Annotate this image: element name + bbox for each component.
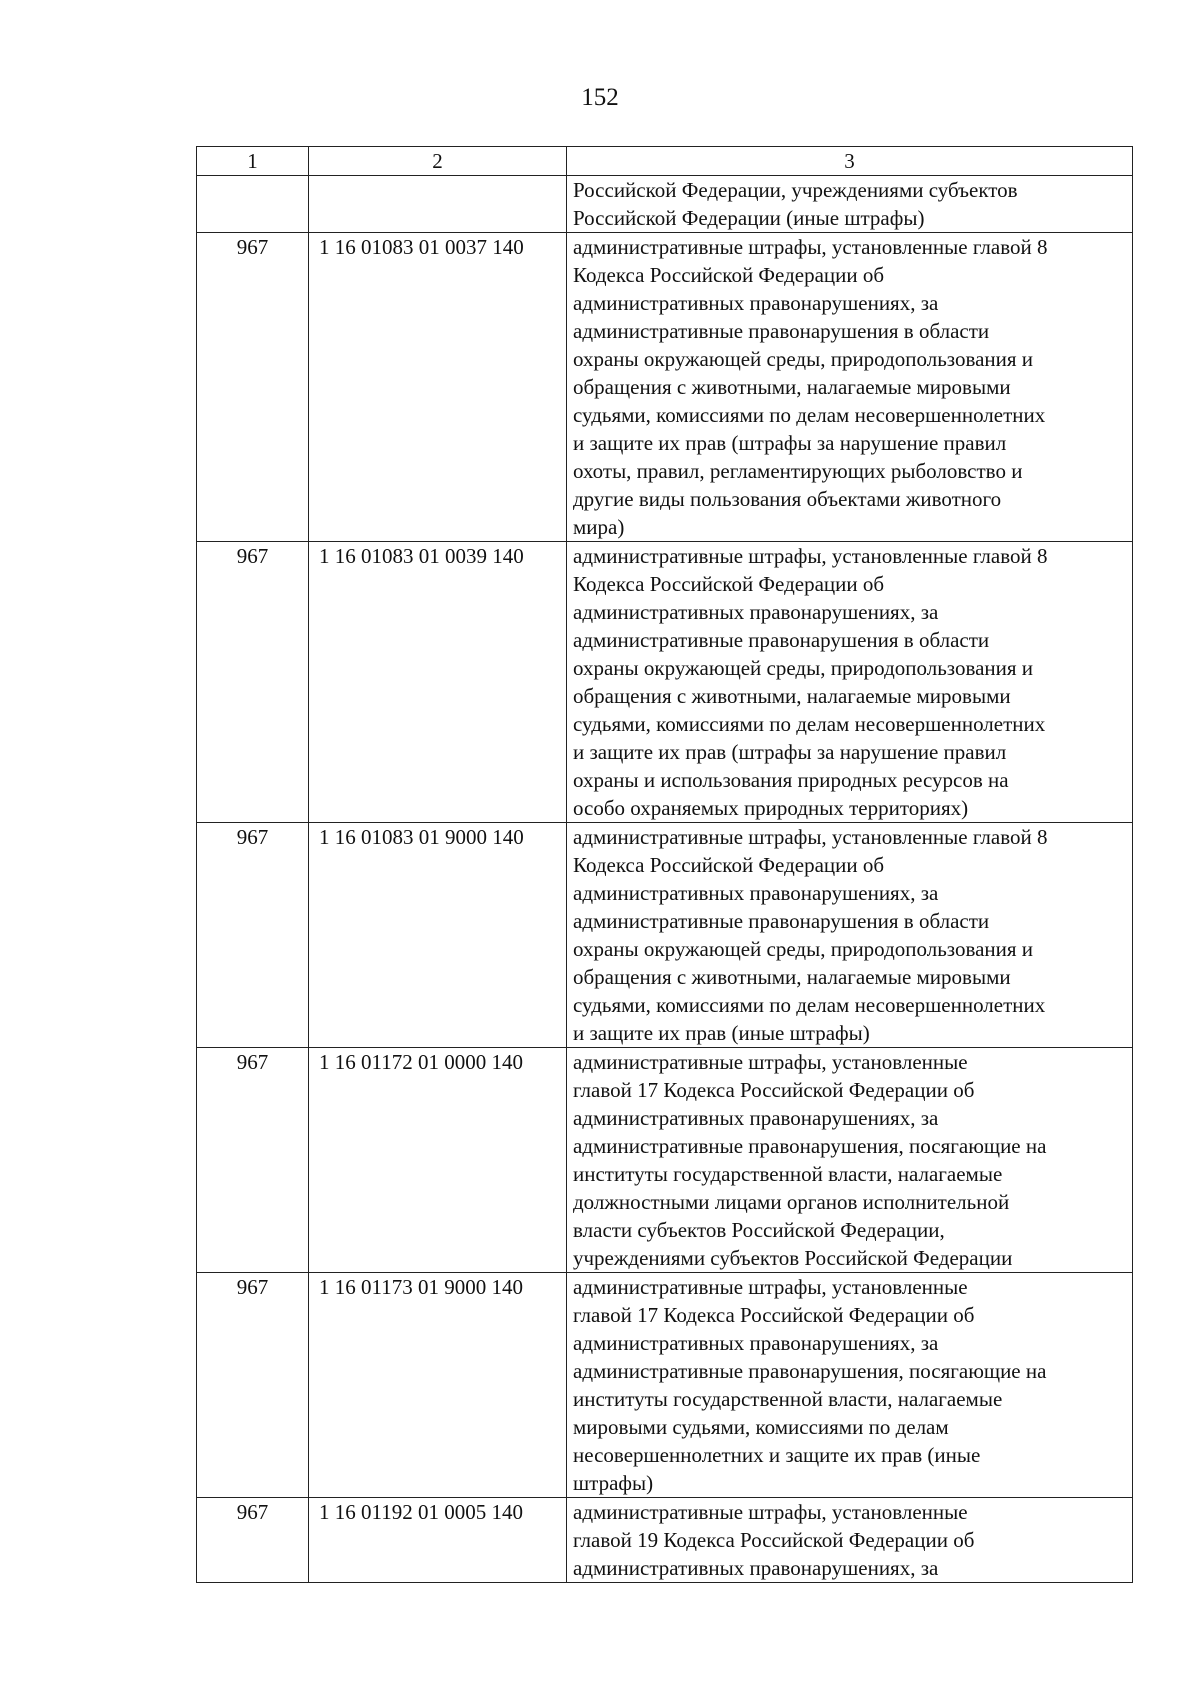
description-cell: административные штрафы, установленные главой 8 Кодекса Российской Федерации об административных правонарушениях, за административные правонарушения в области охраны окружающей среды, природопользования и обращения с животными, налагаемые мировыми судьями, комиссиями по делам несовершеннолетних и защите их прав (штрафы за нарушение правил охраны и использования природных ресурсов на особо охраняемых природных территориях) (567, 542, 1133, 823)
budget-code-cell (309, 176, 567, 233)
page-number: 152 (581, 84, 619, 111)
budget-code-cell: 1 16 01172 01 0000 140 (309, 1048, 567, 1273)
table-row (197, 823, 1133, 1048)
admin-code-cell (197, 176, 309, 233)
budget-code-cell: 1 16 01173 01 9000 140 (309, 1273, 567, 1498)
table-row (197, 1498, 1133, 1583)
admin-code-cell: 967 (197, 1273, 309, 1498)
description-cell: административные штрафы, установленные главой 17 Кодекса Российской Федерации об административных правонарушениях, за административные правонарушения, посягающие на институты государственной власти, налагаемые должностными лицами органов исполнительной власти субъектов Российской Федерации, учреждениями субъектов Российской Федерации (567, 1048, 1133, 1273)
table-row (197, 176, 1133, 233)
description-cell: административные штрафы, установленные главой 8 Кодекса Российской Федерации об административных правонарушениях, за административные правонарушения в области охраны окружающей среды, природопользования и обращения с животными, налагаемые мировыми судьями, комиссиями по делам несовершеннолетних и защите их прав (иные штрафы) (567, 823, 1133, 1048)
table-row (197, 542, 1133, 823)
budget-code-cell: 1 16 01083 01 9000 140 (309, 823, 567, 1048)
admin-code-cell: 967 (197, 1048, 309, 1273)
admin-code-cell: 967 (197, 233, 309, 542)
table-body (197, 147, 1133, 1583)
description-cell: административные штрафы, установленные главой 8 Кодекса Российской Федерации об административных правонарушениях, за административные правонарушения в области охраны окружающей среды, природопользования и обращения с животными, налагаемые мировыми судьями, комиссиями по делам несовершеннолетних и защите их прав (штрафы за нарушение правил охоты, правил, регламентирующих рыболовство и другие виды пользования объектами животного мира) (567, 233, 1133, 542)
admin-code-cell: 967 (197, 542, 309, 823)
table-row (197, 1273, 1133, 1498)
description-cell: Российской Федерации, учреждениями субъектов Российской Федерации (иные штрафы) (567, 176, 1133, 233)
budget-codes-table (196, 146, 1133, 1583)
description-cell: административные штрафы, установленные главой 17 Кодекса Российской Федерации об административных правонарушениях, за административные правонарушения, посягающие на институты государственной власти, налагаемые мировыми судьями, комиссиями по делам несовершеннолетних и защите их прав (иные штрафы) (567, 1273, 1133, 1498)
header-col-2: 2 (309, 147, 567, 176)
header-col-3: 3 (567, 147, 1133, 176)
header-col-1: 1 (197, 147, 309, 176)
budget-code-cell: 1 16 01192 01 0005 140 (309, 1498, 567, 1583)
budget-code-cell: 1 16 01083 01 0037 140 (309, 233, 567, 542)
admin-code-cell: 967 (197, 1498, 309, 1583)
description-cell: административные штрафы, установленные главой 19 Кодекса Российской Федерации об административных правонарушениях, за (567, 1498, 1133, 1583)
table-header-row (197, 147, 1133, 176)
budget-code-cell: 1 16 01083 01 0039 140 (309, 542, 567, 823)
admin-code-cell: 967 (197, 823, 309, 1048)
table-row (197, 233, 1133, 542)
table-row (197, 1048, 1133, 1273)
